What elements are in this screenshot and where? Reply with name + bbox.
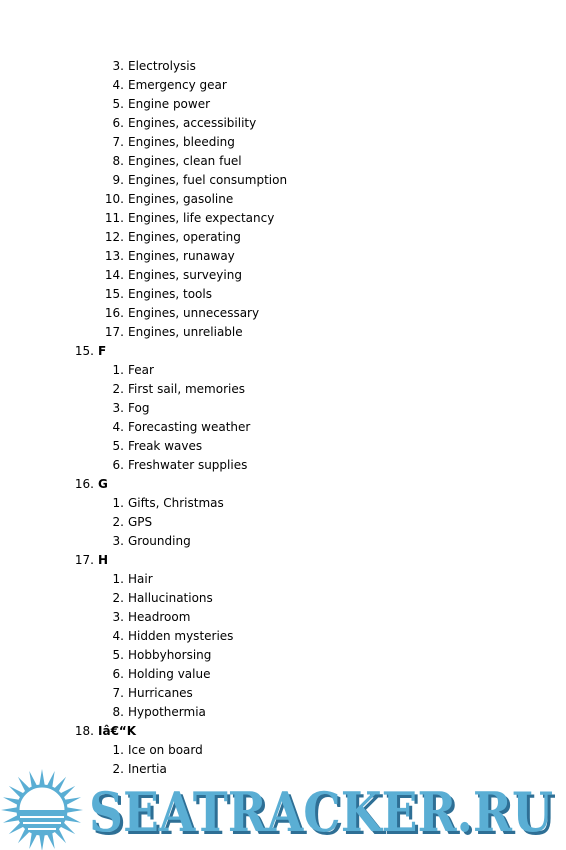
item-number: 5. [112,648,124,662]
list-item [0,513,566,532]
item-number: 3. [112,401,124,415]
item-label: Ice on board [128,743,203,757]
item-number: 2. [112,591,124,605]
item-number: 5. [112,439,124,453]
list-item [0,190,566,209]
item-label: Hobbyhorsing [128,648,212,662]
list-item [0,114,566,133]
list-item [0,171,566,190]
item-number: 2. [112,762,124,776]
sun-ray [39,834,45,850]
section-letter: G [98,477,108,491]
list-item [0,266,566,285]
item-label: Freshwater supplies [128,458,248,472]
list-item [0,57,566,76]
item-number: 1. [112,363,124,377]
item-label: Engine power [128,97,211,111]
item-number: 9. [112,173,124,187]
list-item [0,380,566,399]
item-number: 4. [112,629,124,643]
item-label: Gifts, Christmas [128,496,224,510]
item-label: GPS [128,515,153,529]
item-label: Engines, gasoline [128,192,234,206]
item-number: 11. [104,211,124,225]
item-label: Hidden mysteries [128,629,234,643]
item-number: 13. [104,249,124,263]
list-item [0,532,566,551]
item-number: 12. [104,230,124,244]
item-number: 6. [112,458,124,472]
list-item [0,209,566,228]
item-number: 10. [104,192,124,206]
sun-ray [39,769,45,786]
item-label: Electrolysis [128,59,196,73]
item-label: Engines, unreliable [128,325,243,339]
item-label: Engines, operating [128,230,241,244]
item-label: Engines, unnecessary [128,306,260,320]
section-heading [0,551,566,570]
item-number: 16. [74,477,94,491]
item-number: 3. [112,610,124,624]
list-item [0,76,566,95]
item-label: Headroom [128,610,191,624]
section-heading [0,722,566,741]
list-item [0,570,566,589]
item-number: 1. [112,572,124,586]
item-label: Forecasting weather [128,420,251,434]
list-item [0,741,566,760]
item-number: 8. [112,705,124,719]
list-item [0,494,566,513]
item-label: Engines, surveying [128,268,242,282]
item-number: 14. [104,268,124,282]
item-number: 16. [104,306,124,320]
list-item [0,665,566,684]
list-item [0,304,566,323]
item-label: Engines, tools [128,287,212,301]
list-item [0,133,566,152]
list-item [0,399,566,418]
list-item [0,437,566,456]
item-label: Hurricanes [128,686,193,700]
sun-ray [66,807,83,813]
section-letter: H [98,553,109,567]
item-label: Fog [128,401,150,415]
list-item [0,646,566,665]
item-number: 1. [112,743,124,757]
item-label: First sail, memories [128,382,245,396]
item-number: 3. [112,534,124,548]
item-label: Fear [128,363,154,377]
list-item [0,418,566,437]
item-label: Engines, clean fuel [128,154,242,168]
sun-over-sea-logo-icon [1,769,83,850]
list-item [0,361,566,380]
item-label: Engines, fuel consumption [128,173,288,187]
item-label: Grounding [128,534,191,548]
watermark-text: SEATRACKER.RU [89,780,553,844]
item-number: 2. [112,382,124,396]
item-number: 15. [74,344,94,358]
list-item [0,228,566,247]
table-of-contents [0,57,566,779]
section-heading [0,342,566,361]
watermark-text-shadow: SEATRACKER.RU [92,783,556,847]
list-item [0,456,566,475]
item-number: 3. [112,59,124,73]
list-item [0,285,566,304]
item-number: 7. [112,686,124,700]
list-item [0,247,566,266]
item-number: 4. [112,420,124,434]
item-number: 8. [112,154,124,168]
item-label: Engines, accessibility [128,116,257,130]
item-label: Engines, runaway [128,249,235,263]
item-number: 17. [74,553,94,567]
sun-ray [1,807,18,813]
item-label: Freak waves [128,439,203,453]
item-label: Holding value [128,667,211,681]
list-item [0,608,566,627]
item-number: 17. [104,325,124,339]
watermark [0,766,566,850]
item-number: 6. [112,116,124,130]
item-label: Hallucinations [128,591,213,605]
item-label: Hair [128,572,153,586]
item-number: 18. [74,724,94,738]
item-label: Engines, life expectancy [128,211,275,225]
list-item [0,323,566,342]
item-number: 6. [112,667,124,681]
item-label: Engines, bleeding [128,135,235,149]
item-label: Emergency gear [128,78,227,92]
list-item [0,627,566,646]
item-number: 5. [112,97,124,111]
section-heading [0,475,566,494]
item-number: 2. [112,515,124,529]
list-item [0,589,566,608]
section-letter: Iâ€“K [98,724,137,738]
list-item [0,684,566,703]
item-number: 1. [112,496,124,510]
item-number: 7. [112,135,124,149]
item-number: 15. [104,287,124,301]
section-letter: F [98,344,107,358]
item-number: 4. [112,78,124,92]
item-label: Hypothermia [128,705,206,719]
list-item [0,152,566,171]
list-item [0,95,566,114]
list-item [0,703,566,722]
item-label: Inertia [128,762,167,776]
